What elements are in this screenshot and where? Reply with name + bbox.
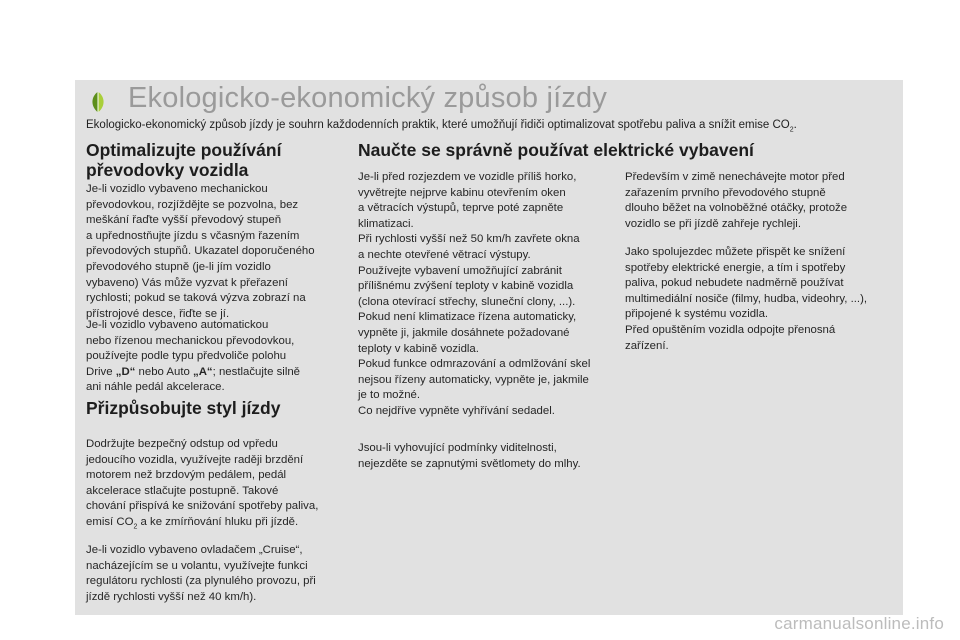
paragraph-air-conditioning: Je-li před rozjezdem ve vozidle příliš horko, vyvětrejte nejprve kabinu otevřením oken a větracích výstupů, teprve poté zapněte klimatizaci. Při rychlosti vyšší než 50 km/h zavřete okna a nechte otevřené větrací výstupy. Používejte vybavení umožňující zabránit přílišnému zvýšení teploty v kabině vozidla (clona otevírací střechy, sluneční clony, ...). Pokud není klimatizace řízena automaticky, vypněte ji, jakmile dosáhnete požadované teploty v kabině vozidla. Pokud funkce odmrazování a odmlžování skel nejsou řízeny automaticky, vypněte je, jakmile je to možné. Co nejdříve vypněte vyhřívání sedadel. — [358, 171, 591, 417]
paragraph-safe-distance: Dodržujte bezpečný odstup od vpředu jedoucího vozidla, využívejte raději brzdění motorem než brzdovým pedálem, pedál akcelerace stlačujte postupně. Takové chování přispívá ke snižování spotřeby paliva, emisí $CO_2$ a ke zmírňování hluku při jízdě. — [86, 438, 319, 531]
paragraph-manual-gearbox: Je-li vozidlo vybaveno mechanickou převodovkou, rozjíždějte se pozvolna, bez meškání řaďte vyšší převodový stupeň a upřednostňujte jízdu s včasným řazením převodových stupňů. Ukazatel doporučeného převodového stupně (je-li jím vozidlo vybaveno) Vás může vyzvat k přeřazení rychlosti; pokud se taková výzva zobrazí na přístrojové desce, řiďte se jí. — [86, 183, 315, 320]
intro-text: Ekologicko-ekonomický způsob jízdy je souhrn každodenních praktik, které umožňují řidiči optimalizovat spotřebu paliva a snížit emise $CO_2$. — [86, 119, 797, 134]
heading-electrical-equipment: Naučte se správně používat elektrické vybavení — [358, 140, 754, 160]
page-title: Ekologicko-ekonomický způsob jízdy — [128, 82, 608, 114]
eco-leaf-icon — [89, 90, 107, 114]
paragraph-automatic-gearbox: Je-li vozidlo vybaveno automatickou nebo řízenou mechanickou převodovkou, používejte podle typu předvoliče polohu Drive „D“ nebo Auto „A“; nestlačujte silně ani náhle pedál akcelerace. — [86, 319, 301, 394]
paragraph-fog-lights: Jsou-li vyhovující podmínky viditelnosti, nejezděte se zapnutými světlomety do mlhy. — [358, 442, 581, 470]
heading-gearbox: Optimalizujte používání převodovky vozidla — [86, 140, 282, 180]
watermark: carmanualsonline.info — [774, 614, 944, 633]
paragraph-cruise-control: Je-li vozidlo vybaveno ovladačem „Cruise“, nacházejícím se u volantu, využívejte funkci regulátoru rychlosti (za plynulého provozu, při jízdě rychlosti vyšší než 40 km/h). — [86, 544, 316, 603]
paragraph-passenger-energy: Jako spolujezdec můžete přispět ke snížení spotřeby elektrické energie, a tím i spotřeby paliva, pokud nebudete nadměrně používat multimediální nosiče (filmy, hudba, videohry, ...), připojené k systému vozidla. Před opuštěním vozidla odpojte přenosná zařízení. — [625, 246, 868, 352]
heading-driving-style: Přizpůsobujte styl jízdy — [86, 398, 281, 418]
paragraph-winter-idle: Především v zimě nenechávejte motor před zařazením prvního převodového stupně dlouho běžet na volnoběžné otáčky, protože vozidlo se při jízdě zahřeje rychleji. — [625, 171, 848, 230]
